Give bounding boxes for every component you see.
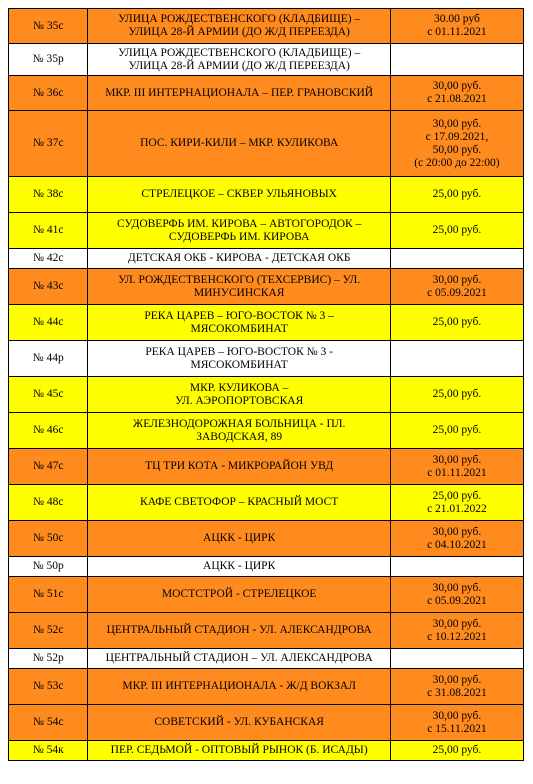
fare-price: 25,00 руб.: [390, 177, 523, 213]
table-row: [9, 741, 524, 761]
route-name: ПЕР. СЕДЬМОЙ - ОПТОВЫЙ РЫНОК (Б. ИСАДЫ): [88, 741, 390, 761]
route-number: № 53с: [9, 669, 88, 705]
route-name: МКР. КУЛИКОВА – УЛ. АЭРОПОРТОВСКАЯ: [88, 377, 390, 413]
fare-price: [390, 557, 523, 577]
fare-table: [8, 8, 524, 761]
route-name: ЖЕЛЕЗНОДОРОЖНАЯ БОЛЬНИЦА - ПЛ. ЗАВОДСКАЯ, 89: [88, 413, 390, 449]
route-number: № 51с: [9, 577, 88, 613]
route-name: УЛ. РОЖДЕСТВЕНСКОГО (ТЕХСЕРВИС) – УЛ. МИНУСИНСКАЯ: [88, 269, 390, 305]
fare-price: 30,00 руб. с 05.09.2021: [390, 577, 523, 613]
route-name: ЦЕНТРАЛЬНЫЙ СТАДИОН - УЛ. АЛЕКСАНДРОВА: [88, 613, 390, 649]
fare-price: [390, 249, 523, 269]
table-row: [9, 521, 524, 557]
table-row: [9, 305, 524, 341]
route-name: УЛИЦА РОЖДЕСТВЕНСКОГО (КЛАДБИЩЕ) – УЛИЦА 28-Й АРМИИ (ДО Ж/Д ПЕРЕЕЗДА): [88, 44, 390, 76]
route-name: МОСТСТРОЙ - СТРЕЛЕЦКОЕ: [88, 577, 390, 613]
table-row: [9, 44, 524, 76]
route-number: № 52с: [9, 613, 88, 649]
route-name: АЦКК - ЦИРК: [88, 557, 390, 577]
route-number: № 37с: [9, 111, 88, 177]
table-row: [9, 557, 524, 577]
route-number: № 50р: [9, 557, 88, 577]
route-name: МКР. III ИНТЕРНАЦИОНАЛА – ПЕР. ГРАНОВСКИЙ: [88, 76, 390, 111]
table-row: [9, 111, 524, 177]
table-row: [9, 449, 524, 485]
route-name: РЕКА ЦАРЕВ – ЮГО-ВОСТОК № 3 – МЯСОКОМБИНАТ: [88, 305, 390, 341]
route-name: ТЦ ТРИ КОТА - МИКРОРАЙОН УВД: [88, 449, 390, 485]
route-number: № 54к: [9, 741, 88, 761]
route-name: МКР. III ИНТЕРНАЦИОНАЛА - Ж/Д ВОКЗАЛ: [88, 669, 390, 705]
route-number: № 54с: [9, 705, 88, 741]
route-name: РЕКА ЦАРЕВ – ЮГО-ВОСТОК № 3 - МЯСОКОМБИНАТ: [88, 341, 390, 377]
fare-price: [390, 649, 523, 669]
table-row: [9, 269, 524, 305]
table-row: [9, 177, 524, 213]
fare-price: 30,00 руб. с 05.09.2021: [390, 269, 523, 305]
fare-price: 30.00 руб с 01.11.2021: [390, 9, 523, 44]
table-row: [9, 377, 524, 413]
fare-price: 30,00 руб. с 10.12.2021: [390, 613, 523, 649]
table-row: [9, 213, 524, 249]
route-name: СТРЕЛЕЦКОЕ – СКВЕР УЛЬЯНОВЫХ: [88, 177, 390, 213]
route-name: ЦЕНТРАЛЬНЫЙ СТАДИОН – УЛ. АЛЕКСАНДРОВА: [88, 649, 390, 669]
route-number: № 52р: [9, 649, 88, 669]
fare-price: 30,00 руб. с 04.10.2021: [390, 521, 523, 557]
route-name: СУДОВЕРФЬ ИМ. КИРОВА – АВТОГОРОДОК – СУДОВЕРФЬ ИМ. КИРОВА: [88, 213, 390, 249]
route-number: № 44р: [9, 341, 88, 377]
fare-price: 25,00 руб.: [390, 413, 523, 449]
table-row: [9, 9, 524, 44]
route-number: № 38с: [9, 177, 88, 213]
fare-table-body: [9, 9, 524, 761]
route-number: № 50с: [9, 521, 88, 557]
route-name: УЛИЦА РОЖДЕСТВЕНСКОГО (КЛАДБИЩЕ) – УЛИЦА 28-Й АРМИИ (ДО Ж/Д ПЕРЕЕЗДА): [88, 9, 390, 44]
fare-price: [390, 341, 523, 377]
table-row: [9, 649, 524, 669]
route-number: № 36с: [9, 76, 88, 111]
route-number: № 45с: [9, 377, 88, 413]
fare-price: 30,00 руб. с 17.09.2021, 50,00 руб. (с 20:00 до 22:00): [390, 111, 523, 177]
route-number: № 42с: [9, 249, 88, 269]
table-row: [9, 341, 524, 377]
table-row: [9, 413, 524, 449]
table-row: [9, 669, 524, 705]
route-name: СОВЕТСКИЙ - УЛ. КУБАНСКАЯ: [88, 705, 390, 741]
fare-table-container: [8, 8, 524, 761]
route-number: № 47с: [9, 449, 88, 485]
table-row: [9, 705, 524, 741]
fare-price: 25,00 руб.: [390, 213, 523, 249]
fare-price: [390, 44, 523, 76]
route-number: № 43с: [9, 269, 88, 305]
route-number: № 41с: [9, 213, 88, 249]
table-row: [9, 485, 524, 521]
fare-price: 25,00 руб.: [390, 305, 523, 341]
fare-price: 25,00 руб.: [390, 377, 523, 413]
fare-price: 25,00 руб. с 21.01.2022: [390, 485, 523, 521]
fare-price: 30,00 руб. с 21.08.2021: [390, 76, 523, 111]
fare-price: 30,00 руб. с 15.11.2021: [390, 705, 523, 741]
route-name: КАФЕ СВЕТОФОР – КРАСНЫЙ МОСТ: [88, 485, 390, 521]
route-number: № 46с: [9, 413, 88, 449]
route-number: № 35р: [9, 44, 88, 76]
table-row: [9, 76, 524, 111]
fare-price: 30,00 руб. с 31.08.2021: [390, 669, 523, 705]
fare-price: 25,00 руб.: [390, 741, 523, 761]
route-name: АЦКК - ЦИРК: [88, 521, 390, 557]
table-row: [9, 613, 524, 649]
route-number: № 44с: [9, 305, 88, 341]
table-row: [9, 577, 524, 613]
route-number: № 35с: [9, 9, 88, 44]
fare-price: 30,00 руб. с 01.11.2021: [390, 449, 523, 485]
route-name: ПОС. КИРИ-КИЛИ – МКР. КУЛИКОВА: [88, 111, 390, 177]
route-number: № 48с: [9, 485, 88, 521]
table-row: [9, 249, 524, 269]
route-name: ДЕТСКАЯ ОКБ - КИРОВА - ДЕТСКАЯ ОКБ: [88, 249, 390, 269]
